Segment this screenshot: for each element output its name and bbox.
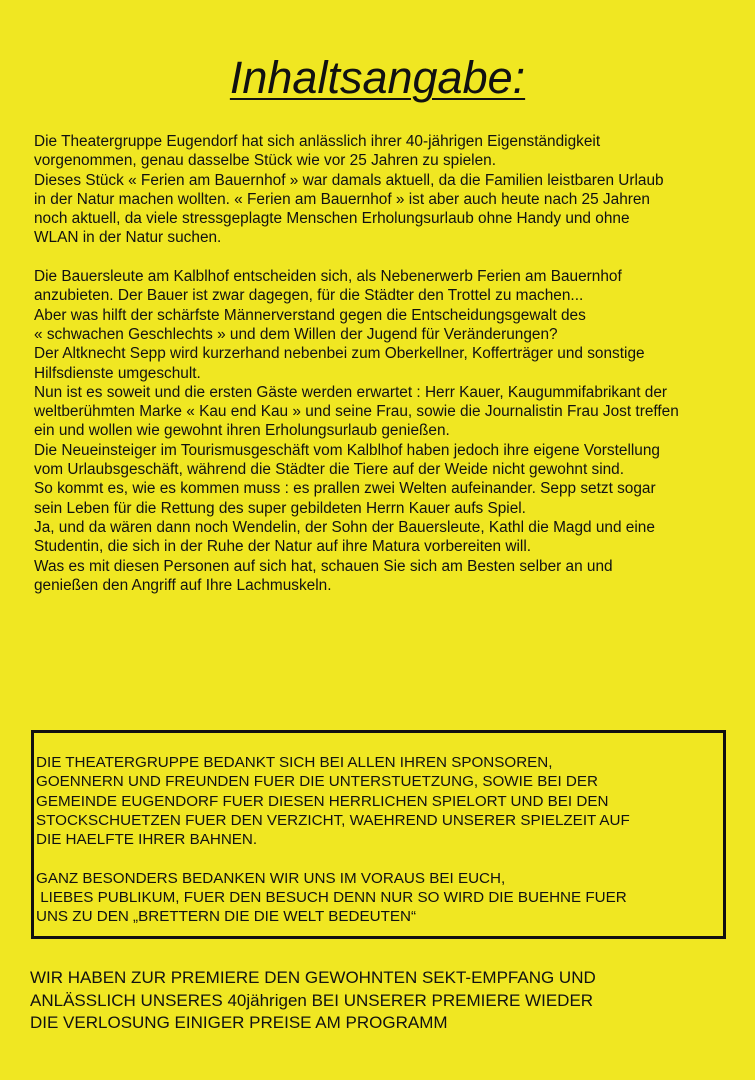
synopsis-line: vom Urlaubsgeschäft, während die Städter die Tiere auf der Weide nicht gewohnt sind. xyxy=(34,461,625,479)
premiere-line: ANLÄSSLICH UNSERES 40jährigen BEI UNSERER PREMIERE WIEDER xyxy=(30,990,594,1010)
thanks-line: LIEBES PUBLIKUM, FUER DEN BESUCH DENN NUR SO WIRD DIE BUEHNE FUER xyxy=(36,889,627,907)
synopsis-line: Ja, und da wären dann noch Wendelin, der Sohn der Bauersleute, Kathl die Magd und eine xyxy=(34,518,655,536)
paragraph-spacer xyxy=(34,248,734,267)
thanks-line: GOENNERN UND FREUNDEN FUER DIE UNTERSTUETZUNG, SOWIE BEI DER xyxy=(36,773,598,791)
synopsis-line: « schwachen Geschlechts » und dem Willen der Jugend für Veränderungen? xyxy=(34,325,558,343)
synopsis-line: noch aktuell, da viele stressgeplagte Menschen Erholungsurlaub ohne Handy und ohne xyxy=(34,210,630,228)
synopsis-line: weltberühmten Marke « Kau end Kau » und seine Frau, sowie die Journalistin Frau Jost treffen xyxy=(34,403,679,421)
synopsis-line: Hilfsdienste umgeschult. xyxy=(34,364,201,382)
paragraph-spacer xyxy=(36,849,630,868)
sponsor-thanks-text xyxy=(36,753,630,927)
synopsis-line: Was es mit diesen Personen auf sich hat, schauen Sie sich am Besten selber an und xyxy=(34,557,613,575)
synopsis-line: Der Altknecht Sepp wird kurzerhand nebenbei zum Oberkellner, Kofferträger und sonstige xyxy=(34,345,645,363)
thanks-line: STOCKSCHUETZEN FUER DEN VERZICHT, WAEHREND UNSERER SPIELZEIT AUF xyxy=(36,811,630,829)
synopsis-line: Die Neueinsteiger im Tourismusgeschäft vom Kalblhof haben jedoch ihre eigene Vorstellung xyxy=(34,441,660,459)
page-title: Inhaltsangabe: xyxy=(229,52,526,103)
premiere-line: DIE VERLOSUNG EINIGER PREISE AM PROGRAMM xyxy=(30,1013,448,1032)
synopsis-line: sein Leben für die Rettung des super gebildeten Herrn Kauer aufs Spiel. xyxy=(34,499,526,517)
synopsis-line: genießen den Angriff auf Ihre Lachmuskeln. xyxy=(34,576,332,594)
thanks-line: GANZ BESONDERS BEDANKEN WIR UNS IM VORAUS BEI EUCH, xyxy=(36,869,506,887)
synopsis-line: Studentin, die sich in der Ruhe der Natur auf ihre Matura vorbereiten will. xyxy=(34,538,532,556)
premiere-line: WIR HABEN ZUR PREMIERE DEN GEWOHNTEN SEKT-EMPFANG UND xyxy=(30,968,596,987)
synopsis-line: ein und wollen wie gewohnt ihren Erholungsurlaub genießen. xyxy=(34,422,450,440)
sponsor-thanks-box xyxy=(31,730,726,939)
thanks-line: DIE THEATERGRUPPE BEDANKT SICH BEI ALLEN IHREN SPONSOREN, xyxy=(36,754,553,771)
synopsis-line: Die Theatergruppe Eugendorf hat sich anlässlich ihrer 40-jährigen Eigenständigkeit xyxy=(34,133,601,150)
synopsis-line: So kommt es, wie es kommen muss : es prallen zwei Welten aufeinander. Sepp setzt sogar xyxy=(34,480,656,498)
synopsis-line: in der Natur machen wollten. « Ferien am Bauernhof » ist aber auch heute nach 25 Jahren xyxy=(34,190,650,208)
synopsis-line: Die Bauersleute am Kalblhof entscheiden sich, als Nebenerwerb Ferien am Bauernhof xyxy=(34,268,622,286)
synopsis-line: Dieses Stück « Ferien am Bauernhof » war damals aktuell, da die Familien leistbaren Urlaub xyxy=(34,171,664,189)
synopsis-line: vorgenommen, genau dasselbe Stück wie vor 25 Jahren zu spielen. xyxy=(34,152,496,170)
synopsis-text xyxy=(34,132,734,595)
synopsis-line: Nun ist es soweit und die ersten Gäste werden erwartet : Herr Kauer, Kaugummifabrikant der xyxy=(34,383,668,401)
premiere-announcement xyxy=(30,967,596,1035)
thanks-line: UNS ZU DEN „BRETTERN DIE DIE WELT BEDEUTEN“ xyxy=(36,908,416,926)
thanks-line: GEMEINDE EUGENDORF FUER DIESEN HERRLICHEN SPIELORT UND BEI DEN xyxy=(36,792,609,810)
synopsis-line: anzubieten. Der Bauer ist zwar dagegen, für die Städter den Trottel zu machen... xyxy=(34,287,584,305)
synopsis-line: Aber was hilft der schärfste Männerverstand gegen die Entscheidungsgewalt des xyxy=(34,306,586,324)
synopsis-line: WLAN in der Natur suchen. xyxy=(34,229,222,247)
thanks-line: DIE HAELFTE IHRER BAHNEN. xyxy=(36,831,258,849)
